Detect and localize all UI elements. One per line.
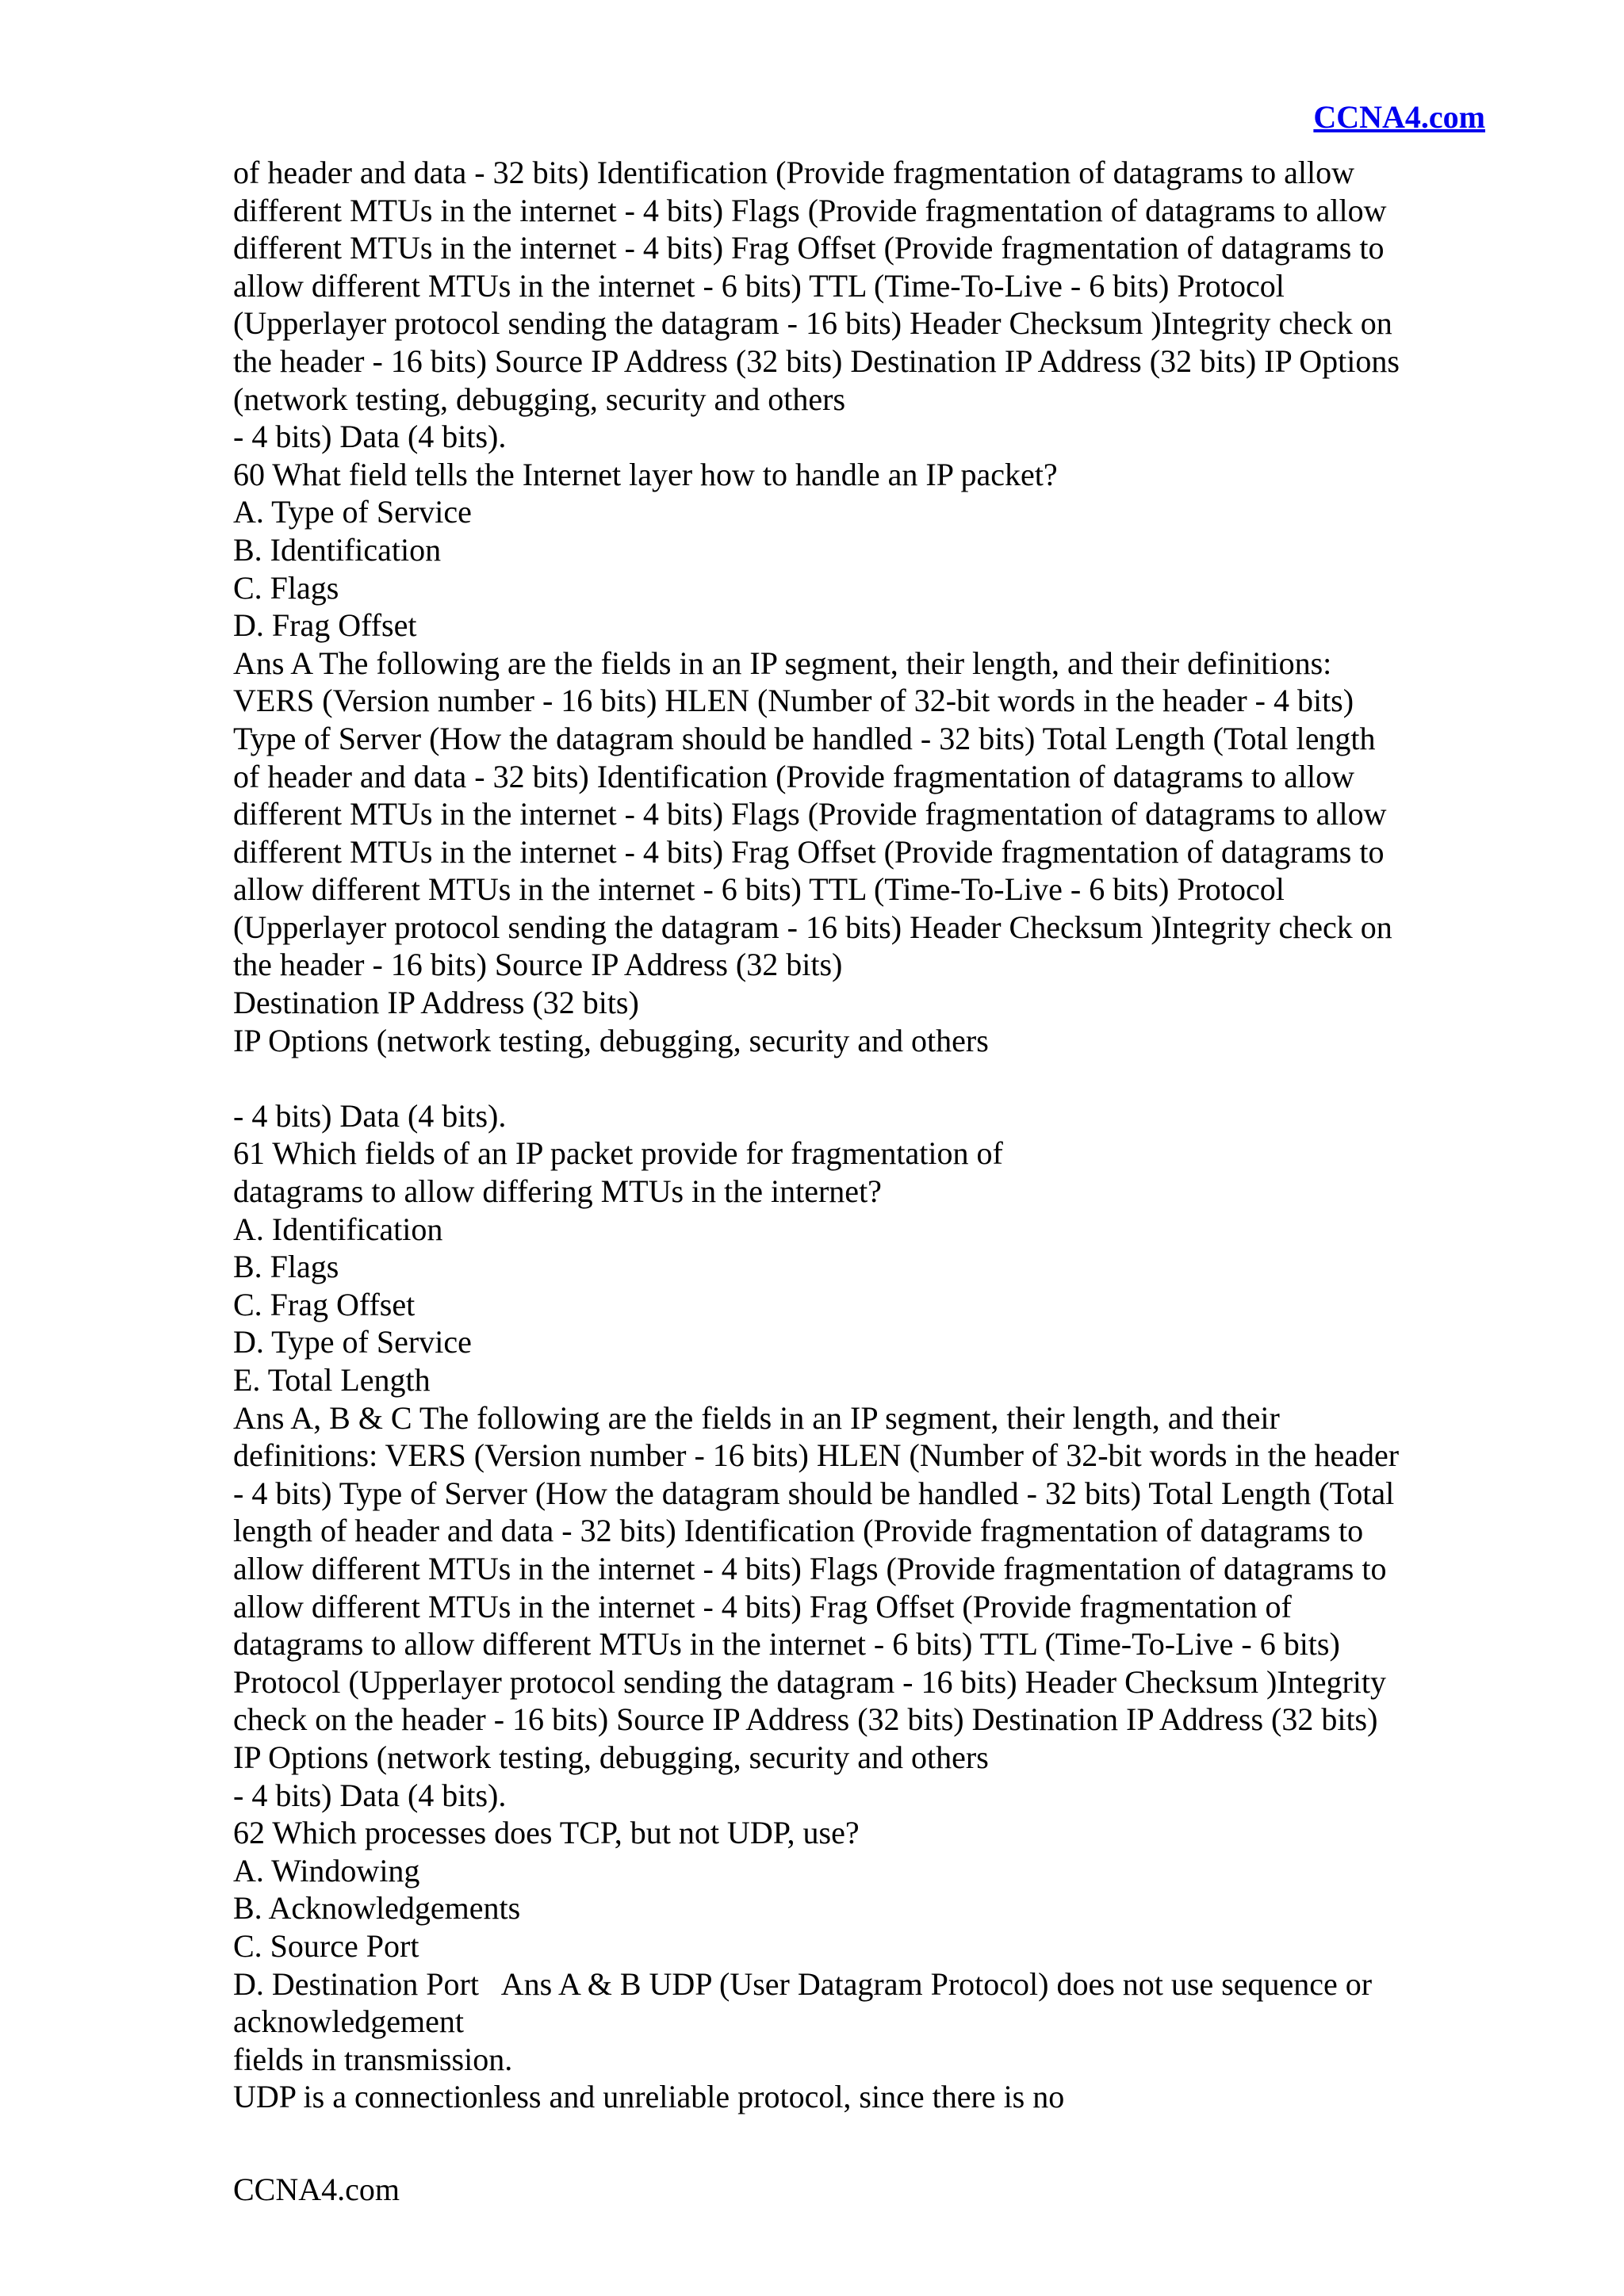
text-line: - 4 bits) Type of Server (How the datagram should be handled - 32 bits) Total Length (Total [233,1475,1395,1511]
text-line: different MTUs in the internet - 4 bits) Frag Offset (Provide fragmentation of datagrams to [233,833,1385,870]
text-line: length of header and data - 32 bits) Identification (Provide fragmentation of datagrams to [233,1513,1364,1549]
text-line: VERS (Version number - 16 bits) HLEN (Number of 32-bit words in the header - 4 bits) [233,683,1354,719]
text-line: B. Identification [233,531,442,568]
text-line: B. Acknowledgements [233,1890,521,1927]
header-site-link[interactable]: CCNA4.com [1313,99,1485,135]
text-line: (Upperlayer protocol sending the datagram - 16 bits) Header Checksum )Integrity check on [233,909,1392,945]
text-line: check on the header - 16 bits) Source IP Address (32 bits) Destination IP Address (32 bits) [233,1701,1378,1738]
footer-site-text: CCNA4.com [233,2172,400,2207]
text-line: C. Flags [233,569,339,606]
text-line: A. Windowing [233,1852,420,1888]
text-line: D. Destination Port Ans A & B UDP (User Datagram Protocol) does not use sequence or [233,1965,1373,2002]
text-line: C. Frag Offset [233,1286,416,1322]
text-line: Type of Server (How the datagram should be handled - 32 bits) Total Length (Total length [233,720,1376,756]
text-line: the header - 16 bits) Source IP Address (32 bits) Destination IP Address (32 bits) IP Options [233,342,1400,379]
text-line: UDP is a connectionless and unreliable protocol, since there is no [233,2079,1065,2115]
text-line: fields in transmission. [233,2041,513,2077]
text-line: acknowledgement [233,2003,464,2040]
text-line: (network testing, debugging, security and others [233,381,846,417]
text-line: Ans A, B & C The following are the fields in an IP segment, their length, and their [233,1399,1280,1436]
text-line: datagrams to allow different MTUs in the internet - 6 bits) TTL (Time-To-Live - 6 bits) [233,1626,1340,1663]
text-line: C. Source Port [233,1927,419,1964]
text-line: Destination IP Address (32 bits) [233,985,639,1021]
text-line: IP Options (network testing, debugging, security and others [233,1739,989,1775]
text-line: D. Type of Service [233,1324,472,1360]
text-line: 62 Which processes does TCP, but not UDP, use? [233,1815,860,1851]
text-line: different MTUs in the internet - 4 bits) Frag Offset (Provide fragmentation of datagrams to [233,230,1385,266]
text-line: allow different MTUs in the internet - 4 bits) Flags (Provide fragmentation of datagrams to [233,1550,1387,1586]
text-line: datagrams to allow differing MTUs in the internet? [233,1173,882,1210]
text-line: definitions: VERS (Version number - 16 bits) HLEN (Number of 32-bit words in the header [233,1437,1400,1474]
text-line: 60 What field tells the Internet layer how to handle an IP packet? [233,456,1058,492]
text-line: - 4 bits) Data (4 bits). [233,1097,507,1134]
text-line: the header - 16 bits) Source IP Address (32 bits) [233,947,843,983]
text-line: of header and data - 32 bits) Identification (Provide fragmentation of datagrams to allow [233,155,1354,190]
document-body [233,154,1510,2116]
blank-line [233,1059,1510,1097]
text-line: different MTUs in the internet - 4 bits) Flags (Provide fragmentation of datagrams to allow [233,192,1387,228]
text-line: Ans A The following are the fields in an IP segment, their length, and their definitions: [233,645,1332,681]
text-line: IP Options (network testing, debugging, security and others [233,1022,989,1058]
text-line: 61 Which fields of an IP packet provide for fragmentation of [233,1135,1003,1172]
text-line: - 4 bits) Data (4 bits). [233,419,507,455]
text-line: A. Type of Service [233,494,472,530]
text-line: D. Frag Offset [233,607,417,644]
text-line: allow different MTUs in the internet - 4 bits) Frag Offset (Provide fragmentation of [233,1588,1292,1624]
text-line: - 4 bits) Data (4 bits). [233,1777,507,1813]
text-line: E. Total Length [233,1362,431,1398]
text-line: (Upperlayer protocol sending the datagram - 16 bits) Header Checksum )Integrity check on [233,305,1392,342]
text-line: of header and data - 32 bits) Identification (Provide fragmentation of datagrams to allow [233,758,1354,794]
text-line: different MTUs in the internet - 4 bits) Flags (Provide fragmentation of datagrams to allow [233,796,1387,832]
text-line: Protocol (Upperlayer protocol sending the datagram - 16 bits) Header Checksum )Integrity [233,1663,1387,1700]
text-line: allow different MTUs in the internet - 6 bits) TTL (Time-To-Live - 6 bits) Protocol [233,267,1285,304]
text-line: A. Identification [233,1211,443,1247]
text-line: B. Flags [233,1249,339,1285]
text-line: allow different MTUs in the internet - 6 bits) TTL (Time-To-Live - 6 bits) Protocol [233,871,1285,908]
